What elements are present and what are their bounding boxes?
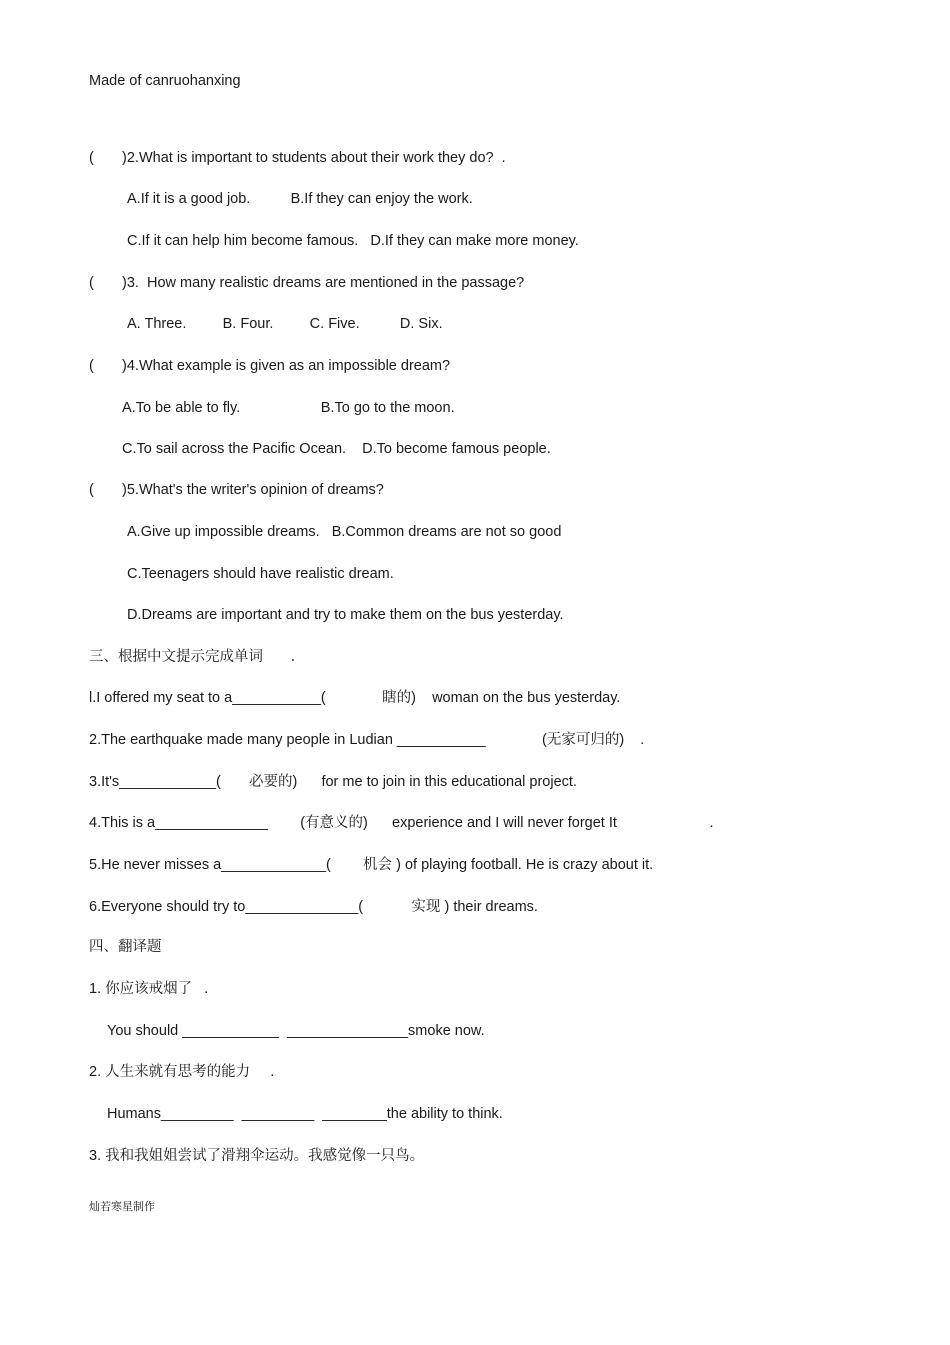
question-3: ( )3. How many realistic dreams are mentioned in the passage? [89, 275, 525, 291]
question-4-options-ab: A.To be able to fly. B.To go to the moon. [122, 400, 455, 416]
question-3-options: A. Three. B. Four. C. Five. D. Six. [127, 316, 443, 332]
section-4-title: 四、翻译题 [89, 939, 162, 955]
question-5: ( )5.What's the writer's opinion of dreams? [89, 482, 384, 498]
section-3-item: 5.He never misses a_____________( 机会 ) of playing football. He is crazy about it. [89, 857, 654, 873]
section-3-item: 2.The earthquake made many people in Ludian ___________ (无家可归的) . [89, 732, 645, 748]
page-footer: 灿若寒星制作 [89, 1200, 155, 1213]
section-3-title: 三、根据中文提示完成单词 . [89, 649, 296, 665]
section-3-item: 3.It's____________( 必要的) for me to join in this educational project. [89, 774, 577, 790]
translation-prompt: 3. 我和我姐姐尝试了滑翔伞运动。我感觉像一只鸟。 [89, 1148, 425, 1164]
question-2: ( )2.What is important to students about their work they do? . [89, 150, 506, 166]
translation-prompt: 2. 人生来就有思考的能力 . [89, 1064, 275, 1080]
question-2-options-cd: C.If it can help him become famous. D.If they can make more money. [127, 233, 579, 249]
question-2-options-ab: A.If it is a good job. B.If they can enjoy the work. [127, 191, 473, 207]
page-header: Made of canruohanxing [89, 73, 241, 89]
translation-prompt: 1. 你应该戒烟了 . [89, 981, 209, 997]
question-4: ( )4.What example is given as an impossible dream? [89, 358, 451, 374]
question-5-option-d: D.Dreams are important and try to make them on the bus yesterday. [127, 607, 564, 623]
translation-answer: Humans_________ _________ ________the ability to think. [107, 1106, 503, 1122]
section-3-item: 4.This is a______________ (有意义的) experience and I will never forget It . [89, 815, 714, 831]
question-4-options-cd: C.To sail across the Pacific Ocean. D.To become famous people. [122, 441, 551, 457]
section-3-item: l.I offered my seat to a___________( 瞎的) woman on the bus yesterday. [89, 690, 621, 706]
translation-answer: You should ____________ _______________smoke now. [107, 1023, 485, 1039]
question-5-options-ab: A.Give up impossible dreams. B.Common dreams are not so good [127, 524, 562, 540]
section-3-item: 6.Everyone should try to______________( 实现 ) their dreams. [89, 899, 538, 915]
question-5-option-c: C.Teenagers should have realistic dream. [127, 566, 394, 582]
